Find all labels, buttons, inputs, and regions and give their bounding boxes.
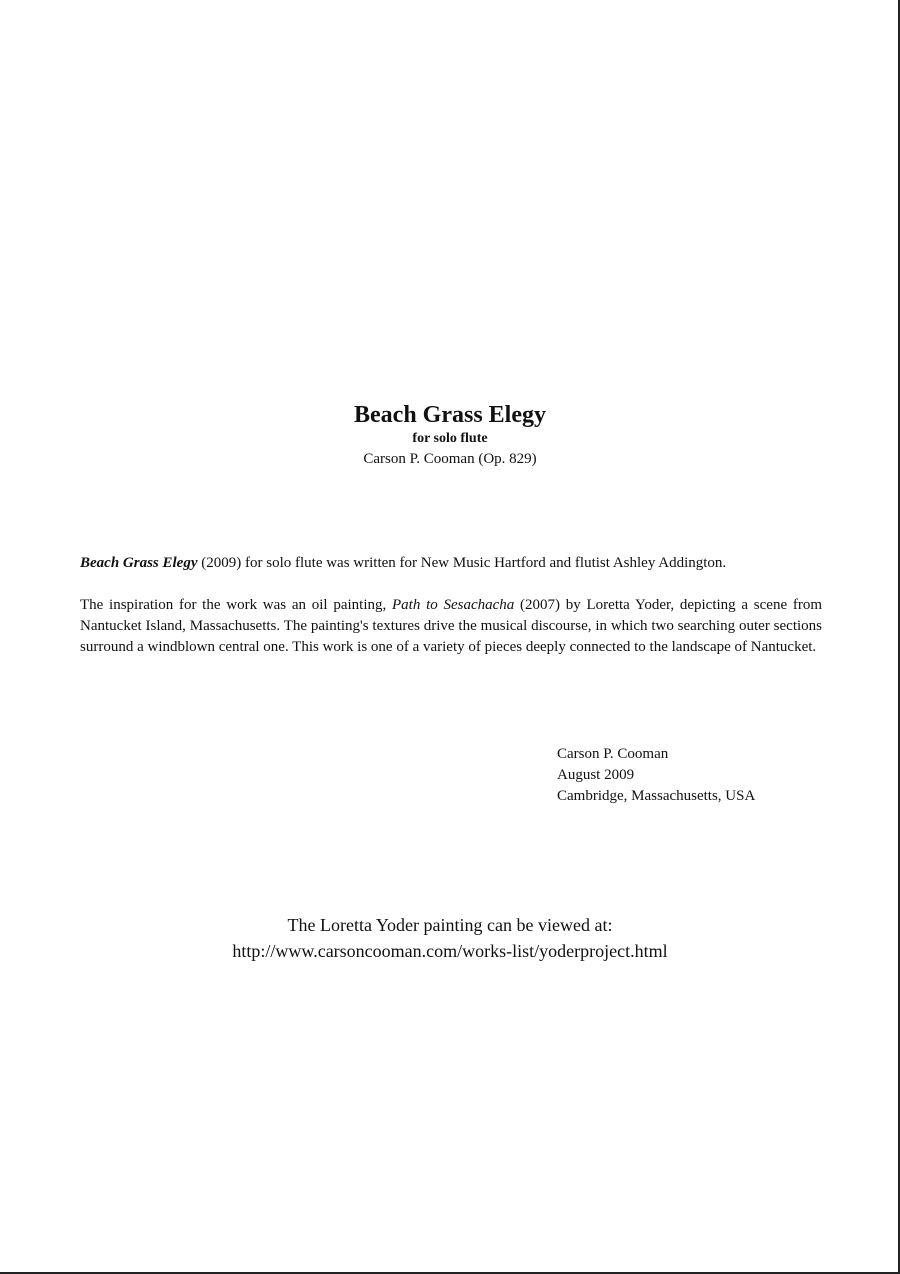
signature-date: August 2009 (557, 767, 635, 783)
notes-paragraph-1 (80, 553, 822, 574)
page-title: Beach Grass Elegy (354, 402, 546, 428)
signature-block (557, 744, 755, 807)
signature-place: Cambridge, Massachusetts, USA (557, 788, 756, 804)
title-block (0, 400, 900, 470)
viewing-url: http://www.carsoncooman.com/works-list/yoderproject.html (232, 941, 668, 961)
notes-paragraph-1-text: (2009) for solo flute was written for New Music Hartford and flutist Ashley Addington. (197, 555, 727, 571)
viewing-line: The Loretta Yoder painting can be viewed at: (287, 915, 613, 935)
notes-paragraph-2-text-b: (2007) by Loretta Yoder, depicting a scene from Nantucket Island, Massachusetts. The painting's textures drive the musical discourse, in which two searching outer sections surround a windblown central one. This work is one of a variety of pieces deeply connected to the landscape of Nantucket. (80, 597, 823, 655)
work-title-italic: Beach Grass Elegy (80, 555, 198, 571)
viewing-info (0, 912, 900, 964)
composer-credit: Carson P. Cooman (Op. 829) (363, 451, 537, 467)
signature-name: Carson P. Cooman (557, 746, 669, 762)
notes-paragraph-2 (80, 595, 822, 658)
notes-paragraph-2-text-a: The inspiration for the work was an oil painting, (80, 597, 392, 613)
program-notes (80, 553, 822, 679)
painting-title-italic: Path to Sesachacha (392, 597, 515, 613)
instrumentation-subtitle: for solo flute (412, 431, 488, 446)
